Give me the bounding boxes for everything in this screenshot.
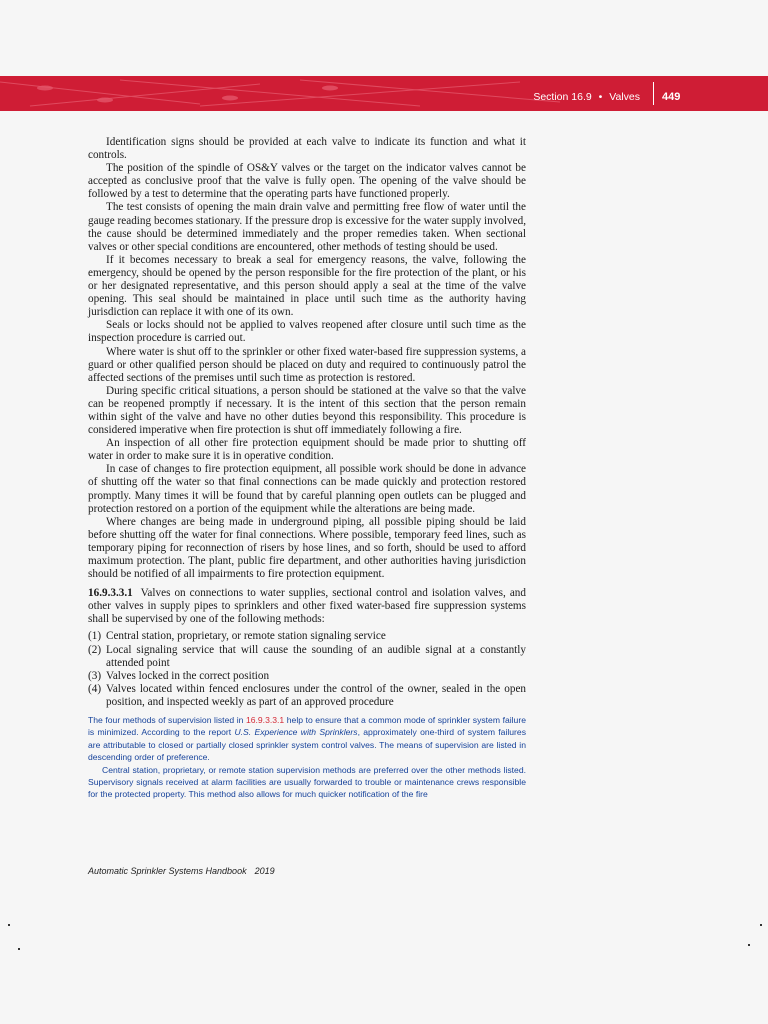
section-title: Valves — [609, 91, 640, 103]
page-footer — [88, 866, 275, 876]
code-section — [88, 587, 526, 626]
methods-list — [88, 630, 526, 709]
paragraph: Where water is shut off to the sprinkler or other fixed water-based fire suppression systems, a guard or other qualified person should be placed on duty and required to continuously patrol the affected sections of the premises until such time as protection is restored. — [88, 345, 526, 384]
list-number: (3) — [88, 669, 102, 682]
paragraph: Where changes are being made in underground piping, all possible piping should be laid before shutting off the water for final connections. Where possible, temporary feed lines, such as temporary piping for reconnection of risers by hose lines, and so forth, should be used to afford maximum protection. The plant, public fire department, and other authorities having jurisdiction should be notified of all impairments to fire protection equipment. — [88, 515, 526, 581]
main-content — [88, 136, 526, 801]
paragraph: The test consists of opening the main drain valve and permitting free flow of water until the gauge reading becomes stationary. If the pressure drop is excessive for the water supply involved, the cause should be determined immediately and the proper remedies taken. When sectional valves or other special conditions are encountered, other methods of testing should be used. — [88, 201, 526, 253]
paragraph: During specific critical situations, a person should be stationed at the valve so that the valve can be reopened promptly if necessary. It is the intent of this section that the person remain within sight of the valve and have no other duties beyond this responsibility. This procedure is considered imperative when fire protection is shut off immediately following a fire. — [88, 384, 526, 437]
list-number: (4) — [88, 682, 102, 695]
list-item — [88, 670, 526, 683]
list-item — [88, 630, 526, 643]
commentary-paragraph: Central station, proprietary, or remote station supervision methods are preferred over the other methods listed. Supervisory signals received at alarm facilities are usually forwarded to trouble or maintenance crews responsible for the protected property. This method also allows for much quicker notification of the fire — [88, 764, 526, 800]
commentary-text: , approximately one-third of system failures are attributable to closed or partially closed sprinkler system control valves. The means of supervision are listed in descending order of preference. — [88, 727, 526, 763]
paragraph: The position of the spindle of OS&Y valves or the target on the indicator valves cannot be accepted as conclusive proof that the valve is fully open. The opening of the valve should be followed by a test to determine that the operating parts have functioned properly. — [88, 162, 526, 201]
paragraph: If it becomes necessary to break a seal for emergency reasons, the valve, following the emergency, should be opened by the person responsible for the fire protection of the plant, or his or her designated representative, and this person should apply a seal at the time of the valve opening. This seal should be maintained in place until such time as the authority having jurisdiction can replace it with one of its own. — [88, 253, 526, 319]
list-text: Valves located within fenced enclosures under the control of the owner, sealed in the open position, and inspected weekly as part of an approved procedure — [106, 682, 526, 708]
section-label: Section 16.9 — [533, 91, 592, 103]
report-title: U.S. Experience with Sprinklers — [234, 727, 358, 738]
commentary-block — [88, 714, 526, 801]
banner-decoration — [0, 76, 560, 111]
list-number: (1) — [88, 630, 102, 643]
paragraph: Identification signs should be provided at each valve to indicate its function and what it controls. — [88, 136, 526, 162]
commentary-text: help to ensure that a common mode of sprinkler system failure is minimized. According to the report — [88, 715, 526, 738]
crop-mark — [8, 924, 10, 926]
header-divider — [653, 82, 654, 105]
paragraph: In case of changes to fire protection equipment, all possible work should be done in advance of shutting off the water so that final connections can be made quickly and protection restored promptly. Many times it will be found that by careful planning open outlets can be plugged and protection restored on a portion of the equipment while the alterations are being made. — [88, 463, 526, 515]
list-item — [88, 644, 526, 670]
paragraph: Seals or locks should not be applied to valves reopened after closure until such time as the inspection procedure is carried out. — [88, 319, 526, 345]
cross-reference-link[interactable]: 16.9.3.3.1 — [245, 715, 285, 726]
list-item — [88, 683, 526, 709]
paragraph: An inspection of all other fire protection equipment should be made prior to shutting off water in order to make sure it is in operative condition. — [88, 437, 526, 463]
section-number: 16.9.3.3.1 — [88, 587, 133, 600]
section-text: Valves on connections to water supplies, sectional control and isolation valves, and other valves in supply pipes to sprinklers and other fixed water-based fire suppression systems shall be supervised by one of the following methods: — [88, 587, 526, 626]
list-text: Local signaling service that will cause the sounding of an audible signal at a constantly attended point — [106, 643, 526, 669]
book-title: Automatic Sprinkler Systems Handbook — [88, 866, 247, 876]
bullet-separator: • — [598, 91, 603, 103]
crop-mark — [748, 944, 750, 946]
crop-mark — [18, 948, 20, 950]
edition-year: 2019 — [254, 866, 275, 876]
commentary-paragraph — [88, 714, 526, 764]
running-header — [533, 76, 640, 111]
page-number: 449 — [662, 91, 681, 103]
list-text: Central station, proprietary, or remote station signaling service — [106, 630, 386, 643]
crop-mark — [760, 924, 762, 926]
commentary-text: The four methods of supervision listed in — [88, 715, 246, 726]
list-text: Valves locked in the correct position — [106, 669, 270, 682]
list-number: (2) — [88, 643, 102, 656]
header-banner — [0, 76, 768, 111]
